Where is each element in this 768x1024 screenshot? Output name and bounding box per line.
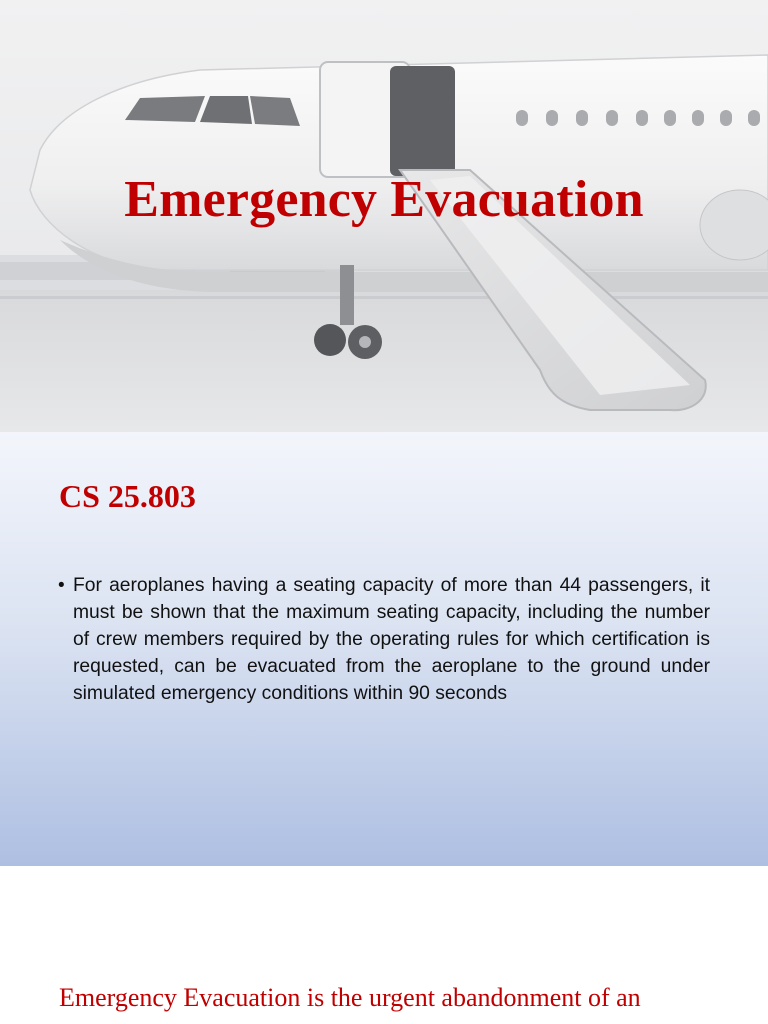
- bullet-text: For aeroplanes having a seating capacity of more than 44 passengers, it must be shown that the maximum seating capacity, including the number of crew members required by the operating rules for which certification is requested, can be evacuated from the aeroplane to the ground under simulated emergency conditions within 90 seconds: [73, 575, 710, 704]
- regulation-slide: [0, 432, 768, 866]
- bullet-item: [58, 572, 710, 707]
- bullet-icon: •: [58, 575, 65, 596]
- definition-slide: [0, 866, 768, 1024]
- title-slide: [0, 0, 768, 432]
- slide-title: Emergency Evacuation: [124, 171, 644, 228]
- slide-body-text: Emergency Evacuation is the urgent abandonment of an: [59, 983, 641, 1012]
- slide-heading: CS 25.803: [59, 478, 196, 514]
